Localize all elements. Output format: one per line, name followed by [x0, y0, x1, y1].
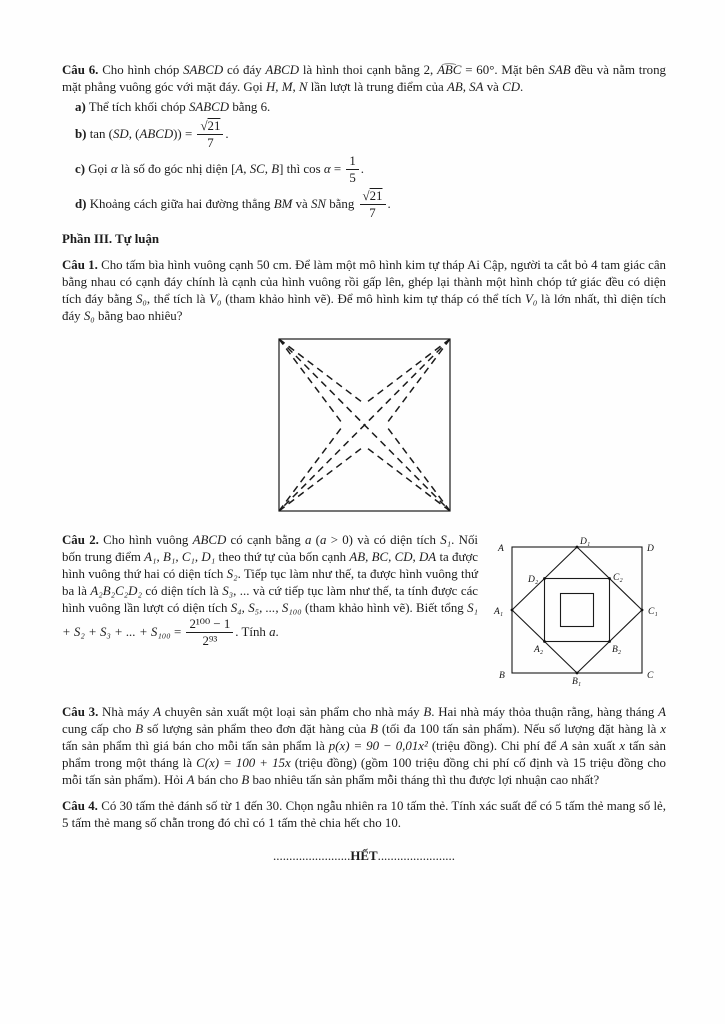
text-run: ⌢ ABC	[437, 62, 461, 79]
text-run: α	[323, 161, 331, 176]
text-run: S₀	[83, 308, 95, 323]
text-run: . Nối bốn trung điểm	[62, 532, 478, 564]
text-run: cung cấp cho	[62, 721, 136, 736]
text-run: là số đo góc nhị diện [	[117, 161, 236, 176]
text-run: )) =	[173, 126, 196, 141]
text-run: Cho tấm bìa hình vuông cạnh 50 cm. Để làm một mô hình kim tự tháp Ai Cập, người ta cắt bỏ 4 tam giác cân bằng nhau có cạnh đáy chính là cạnh của hình vuông rồi gấp lên, ghép lại thành một hình chóp tứ giác đều có diện tích đáy bằng	[62, 257, 666, 306]
text-run: B	[423, 704, 432, 719]
square-innermost	[561, 593, 594, 626]
text-run: p(x) = 90 − 0,01x²	[328, 738, 428, 753]
text-run: tấn sản phẩm thì giá bán cho mỗi tấn sản phẩm là	[62, 738, 329, 753]
cut-line	[364, 339, 450, 404]
text-run: V₀	[524, 291, 538, 306]
text-run: ABCD	[139, 126, 174, 141]
nested-squares-svg	[492, 534, 666, 686]
section-3-heading	[62, 231, 666, 248]
text-run: α	[110, 161, 118, 176]
text-run: sản xuất	[568, 738, 620, 753]
text-run: bằng 6.	[229, 100, 271, 114]
fraction: $\frac{√21}{7}$	[197, 119, 223, 151]
text-run: có đáy	[223, 63, 266, 77]
vertex-label-B2: B₂	[612, 644, 622, 655]
text-run: a	[304, 532, 312, 547]
text-run: Gọi	[85, 161, 111, 176]
text-run: (triệu đồng). Chi phí để	[427, 738, 561, 753]
cut-line	[279, 339, 344, 425]
text-run: H, M, N	[265, 80, 308, 94]
text-run: tan (	[86, 126, 113, 141]
text-run: a	[319, 532, 327, 547]
text-run: bằng	[326, 196, 358, 211]
text-run: .	[387, 196, 391, 211]
text-run: . Hai nhà máy thỏa thuận rằng, hàng tháng	[431, 704, 659, 719]
text-run: S₀	[135, 291, 147, 306]
text-run: Câu 2.	[62, 532, 99, 547]
question-3-statement	[62, 704, 666, 789]
text-run: AB, BC, CD, DA	[349, 549, 437, 564]
text-run: S₃	[222, 583, 234, 598]
text-run: . Tiếp tục làm như thế, ta được hình vuông thứ ba là	[62, 566, 478, 598]
vertex-dot	[608, 577, 611, 580]
cut-line	[364, 446, 450, 511]
question-2-block	[62, 532, 666, 695]
text-run: (triệu đồng) (gồm 100 triệu đồng chi phí cố định và 15 triệu đồng cho mỗi tấn sản phẩm). Hỏi	[62, 755, 666, 787]
text-run: , thể tích là	[146, 291, 210, 306]
text-run: là lớn nhất, thì diện tích đáy	[62, 291, 666, 323]
cut-line	[279, 339, 365, 404]
text-run: Câu 4.	[62, 798, 98, 813]
text-run: và	[483, 80, 503, 94]
question-4-statement	[62, 798, 666, 832]
fraction: $\frac{√21}{7}$	[360, 189, 386, 221]
text-run: d)	[75, 196, 87, 211]
text-run: C(x) = 100 + 15x	[196, 755, 291, 770]
vertex-dot	[641, 608, 644, 611]
text-run: Câu 3.	[62, 704, 99, 719]
pyramid-net-svg	[271, 335, 458, 515]
text-run: Thể tích khối chóp	[85, 100, 189, 114]
text-run: (tham khảo hình vẽ). Biết tổng	[301, 600, 468, 615]
text-run: Cho hình chóp	[98, 63, 184, 77]
text-run: ABCD	[192, 532, 227, 547]
text-run: AB, SA	[446, 80, 484, 94]
text-run: Phần III. Tự luận	[62, 231, 160, 246]
text-run: .	[360, 161, 365, 176]
text-run: lần lượt là trung điểm của	[307, 80, 447, 94]
vertex-dot	[576, 545, 579, 548]
question-6-item-d	[75, 189, 666, 221]
question-6-item-b	[75, 119, 666, 151]
text-run: bằng bao nhiêu?	[94, 308, 183, 323]
fold-cut-lines	[279, 339, 450, 511]
text-run: ........................	[273, 848, 351, 863]
vertex-label-D1: D₁	[580, 536, 591, 547]
cut-line	[385, 339, 450, 425]
text-run: > 0) và có diện tích	[326, 532, 441, 547]
text-run: S₄, S₅, ..., S₁₀₀	[230, 600, 302, 615]
text-run: S₂	[226, 566, 238, 581]
vertex-label-C2: C₂	[613, 572, 623, 583]
vertex-dot	[543, 640, 546, 643]
text-run: , (	[128, 126, 140, 141]
text-run: CD	[502, 80, 521, 94]
text-run: a	[269, 624, 276, 639]
text-run: a)	[75, 100, 86, 114]
nested-squares-figure	[492, 534, 666, 691]
vertex-label-A: A	[498, 543, 504, 554]
cut-line	[385, 425, 450, 511]
fraction: $\frac{1}{5}$	[346, 154, 358, 186]
text-run: là hình thoi cạnh bằng 2,	[299, 63, 438, 77]
text-run: S₁ + S₂ + S₃ + ... + S₁₀₀	[62, 600, 478, 639]
pyramid-net-figure	[62, 335, 666, 520]
question-6-statement	[62, 62, 666, 96]
square-ABCD	[512, 547, 642, 673]
vertex-label-A2: A₂	[534, 644, 544, 655]
text-run: x	[660, 721, 666, 736]
text-run: Nhà máy	[98, 704, 154, 719]
vertex-dot	[511, 608, 514, 611]
text-run: .	[520, 80, 524, 94]
vertex-dot	[576, 671, 579, 674]
vertex-dot	[608, 640, 611, 643]
text-run: ] thì cos	[279, 161, 324, 176]
text-run: BM	[273, 196, 293, 211]
fraction: $\frac{\text{2¹⁰⁰ − 1}}{\text{2⁹³}}$	[186, 617, 233, 649]
text-run: S₁	[440, 532, 452, 547]
text-run: .	[225, 126, 229, 141]
text-run: A₂B₂C₂D₂	[90, 583, 142, 598]
text-run: B	[370, 721, 378, 736]
text-run: ta được hình vuông thứ hai có diện tích	[62, 549, 478, 581]
square-A1B1C1D1	[512, 547, 642, 673]
text-run: B	[135, 721, 144, 736]
text-run: Câu 1.	[62, 257, 98, 272]
text-run: HẾT	[350, 848, 378, 863]
text-run: A₁, B₁, C₁, D₁	[144, 549, 216, 564]
text-run: =	[330, 161, 345, 176]
text-run: tấn sản phẩm trong một tháng là	[62, 738, 667, 770]
text-run: SABCD	[188, 100, 230, 114]
text-run: A	[153, 704, 162, 719]
square-A2B2C2D2	[545, 578, 610, 641]
text-run: theo thứ tự của bốn cạnh	[215, 549, 350, 564]
cut-line	[279, 425, 344, 511]
text-run: (	[311, 532, 320, 547]
text-run: và	[292, 196, 311, 211]
text-run: =	[170, 624, 185, 639]
text-run: đều và nằm trong mặt phẳng vuông góc với mặt đáy. Gọi	[62, 63, 666, 94]
text-run: Khoảng cách giữa hai đường thẳng	[86, 196, 274, 211]
vertex-label-B: B	[499, 670, 505, 681]
text-run: SN	[310, 196, 327, 211]
text-run: .	[275, 624, 279, 639]
text-run: có diện tích là	[141, 583, 223, 598]
text-run: c)	[75, 161, 86, 176]
text-run: Có 30 tấm thẻ đánh số từ 1 đến 30. Chọn ngẫu nhiên ra 10 tấm thẻ. Tính xác suất để có 5 tấm thẻ mang số lẻ, 5 tấm thẻ mang số chẵn trong đó chỉ có 1 tấm thẻ chia hết cho 10.	[62, 798, 666, 830]
vertex-label-D2: D₂	[528, 574, 539, 585]
question-6-item-a	[75, 99, 666, 116]
text-run: số lượng sản phẩm theo đơn đặt hàng của	[143, 721, 371, 736]
text-run: SD	[112, 126, 129, 141]
text-run: ABCD	[265, 63, 300, 77]
cut-line	[279, 446, 365, 511]
text-run: (tối đa 100 tấn sản phẩm). Nếu số lượng đặt hàng là	[377, 721, 661, 736]
vertex-label-C: C	[647, 670, 654, 681]
text-run: A	[658, 704, 666, 719]
text-run: = 60°. Mặt bên	[461, 63, 549, 77]
text-run: có cạnh bằng	[226, 532, 305, 547]
end-marker	[62, 848, 666, 865]
question-1-statement	[62, 257, 666, 325]
vertex-label-A1: A₁	[494, 606, 504, 617]
text-run: bán cho	[194, 772, 242, 787]
text-run: (tham khảo hình vẽ). Để mô hình kim tự tháp có thể tích	[221, 291, 525, 306]
text-run: . Tính	[235, 624, 270, 639]
text-run: A	[186, 772, 195, 787]
vertex-label-D: D	[647, 543, 654, 554]
vertex-label-C1: C₁	[648, 606, 658, 617]
text-run: A	[560, 738, 569, 753]
text-run: B	[241, 772, 250, 787]
text-run: b)	[75, 126, 87, 141]
text-run: , ... và cứ tiếp tục làm như thế, ta tính được các hình vuông lần lượt có diện tích	[62, 583, 479, 615]
text-run: A, SC, B	[235, 161, 280, 176]
vertex-label-B1: B₁	[572, 676, 582, 686]
text-run: chuyên sản xuất một loại sản phẩm cho nhà máy	[161, 704, 424, 719]
vertex-dot	[543, 577, 546, 580]
text-run: Cho hình vuông	[98, 532, 193, 547]
text-run: SABCD	[183, 63, 224, 77]
text-run: bao nhiêu tấn sản phẩm mỗi tháng thì thu được lợi nhuận cao nhất?	[249, 772, 600, 787]
text-run: V₀	[209, 291, 222, 306]
text-run: Câu 6.	[62, 63, 99, 77]
text-run: SAB	[548, 63, 571, 77]
text-run: x	[619, 738, 626, 753]
text-run: ........................	[377, 848, 455, 863]
question-6-item-c	[75, 154, 666, 186]
